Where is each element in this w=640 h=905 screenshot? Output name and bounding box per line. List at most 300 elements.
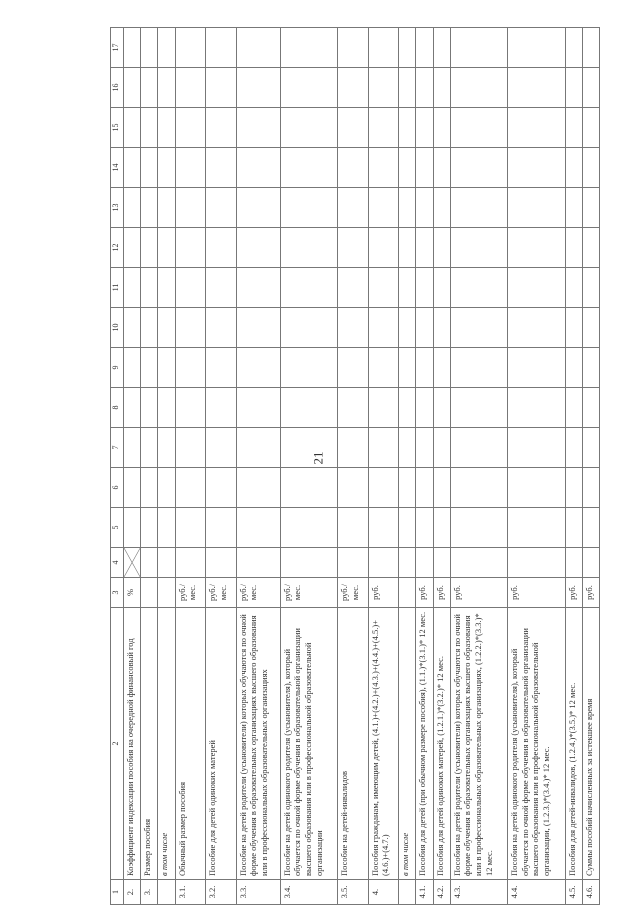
data-cell [582,108,599,148]
data-cell [416,388,433,428]
data-cell [399,308,416,348]
benefits-table [110,27,600,905]
data-cell [236,148,280,188]
data-cell [175,508,206,548]
row-unit: руб./ мес. [175,578,206,608]
data-cell [508,468,565,508]
data-cell [338,468,369,508]
data-cell [508,428,565,468]
data-cell [433,428,450,468]
data-cell [368,148,399,188]
table-row [175,28,206,905]
data-cell [124,308,141,348]
header-number-cell: 7 [111,428,124,468]
data-cell [399,188,416,228]
row-description: Пособия для детей (при обычном размере пособия), (1.1.)*(3.1.)* 12 мес. [416,608,433,880]
data-cell [175,388,206,428]
row-number: 4.1. [416,880,433,905]
row-description: Пособие на детей-инвалидов [338,608,369,880]
data-cell [416,28,433,68]
data-cell [338,308,369,348]
header-number-cell: 15 [111,108,124,148]
data-cell [338,148,369,188]
header-number-cell: 3 [111,578,124,608]
data-cell [158,148,175,188]
row-unit: руб./ мес. [236,578,280,608]
header-number-cell: 16 [111,68,124,108]
data-cell [175,468,206,508]
data-cell [368,268,399,308]
data-cell [399,108,416,148]
data-cell [158,428,175,468]
data-cell [416,68,433,108]
data-cell [508,268,565,308]
data-cell [236,428,280,468]
data-cell [368,388,399,428]
data-cell [582,428,599,468]
data-cell [338,388,369,428]
table-row [141,28,158,905]
row-number: 4. [368,880,399,905]
table-row [582,28,599,905]
data-cell [565,548,582,578]
data-cell [280,428,337,468]
table-row [124,28,141,905]
data-cell [450,468,507,508]
data-cell [450,308,507,348]
data-cell [450,188,507,228]
data-cell [280,188,337,228]
data-cell [582,308,599,348]
data-cell [368,188,399,228]
row-description: Пособия на детей одинокого родителя (усыновителя), который обучается по очной форме обучения в образовательной организации высшего образования или в профессиональной образовательной организации, (1.2.3.)*(3.4.)* 12 мес. [508,608,565,880]
data-cell [433,508,450,548]
row-unit: % [124,578,141,608]
data-cell [368,468,399,508]
data-cell [175,348,206,388]
data-cell [158,468,175,508]
table-row [508,28,565,905]
data-cell [124,508,141,548]
data-cell [582,508,599,548]
data-cell [508,388,565,428]
row-number: 4.5. [565,880,582,905]
data-cell [175,308,206,348]
table-row [433,28,450,905]
data-cell [124,188,141,228]
data-cell [416,308,433,348]
data-cell [565,68,582,108]
data-cell [450,508,507,548]
data-cell [508,68,565,108]
crossed-out-cell [124,548,141,578]
data-cell [206,508,237,548]
data-cell [565,28,582,68]
data-cell [124,388,141,428]
data-cell [399,68,416,108]
data-cell [508,228,565,268]
data-cell [450,548,507,578]
header-number-cell: 17 [111,28,124,68]
data-cell [433,28,450,68]
data-cell [158,188,175,228]
data-cell [280,68,337,108]
table-row [338,28,369,905]
data-cell [416,468,433,508]
data-cell [236,268,280,308]
row-unit: руб./ мес. [338,578,369,608]
data-cell [141,68,158,108]
data-cell [124,68,141,108]
row-unit [141,578,158,608]
row-description: Пособие для детей одиноких матерей [206,608,237,880]
data-cell [175,548,206,578]
data-cell [206,108,237,148]
data-cell [141,548,158,578]
data-cell [433,468,450,508]
data-cell [175,228,206,268]
data-cell [416,508,433,548]
header-number-row [111,28,124,905]
data-cell [158,308,175,348]
data-cell [399,428,416,468]
data-cell [124,428,141,468]
header-number-cell: 13 [111,188,124,228]
data-cell [433,148,450,188]
header-number-cell: 14 [111,148,124,188]
row-description: Обычный размер пособия [175,608,206,880]
data-cell [236,308,280,348]
data-cell [338,28,369,68]
data-cell [175,188,206,228]
data-cell [416,548,433,578]
data-cell [280,28,337,68]
data-cell [338,348,369,388]
data-cell [141,348,158,388]
row-number: 3.4. [280,880,337,905]
data-cell [433,108,450,148]
data-cell [399,268,416,308]
data-cell [433,188,450,228]
row-unit [158,578,175,608]
data-cell [450,388,507,428]
data-cell [565,348,582,388]
data-cell [141,108,158,148]
row-number: 3. [141,880,158,905]
row-unit: руб. [508,578,565,608]
row-description: в том числе [158,608,175,880]
table-row [280,28,337,905]
table-row [450,28,507,905]
data-cell [236,388,280,428]
data-cell [280,308,337,348]
row-description: Пособия для детей одиноких матерей, (1.2.1.)*(3.2.)* 12 мес. [433,608,450,880]
data-cell [450,428,507,468]
table-row [399,28,416,905]
row-description: Размер пособия [141,608,158,880]
data-cell [582,388,599,428]
data-cell [280,468,337,508]
row-unit: руб. [582,578,599,608]
data-cell [236,108,280,148]
header-number-cell: 9 [111,348,124,388]
data-cell [206,388,237,428]
data-cell [338,268,369,308]
header-number-cell: 8 [111,388,124,428]
data-cell [433,548,450,578]
data-cell [399,348,416,388]
data-cell [399,548,416,578]
data-cell [582,228,599,268]
data-cell [141,268,158,308]
data-cell [124,268,141,308]
data-cell [450,268,507,308]
data-cell [399,28,416,68]
row-unit: руб. [433,578,450,608]
row-unit: руб. [416,578,433,608]
data-cell [175,28,206,68]
data-cell [416,348,433,388]
data-cell [582,268,599,308]
data-cell [124,28,141,68]
table-row [565,28,582,905]
data-cell [450,68,507,108]
row-description: в том числе [399,608,416,880]
data-cell [565,148,582,188]
rotated-table-container [110,30,600,905]
data-cell [124,108,141,148]
data-cell [236,28,280,68]
data-cell [399,148,416,188]
header-number-cell: 11 [111,268,124,308]
data-cell [582,548,599,578]
data-cell [236,508,280,548]
data-cell [280,148,337,188]
data-cell [206,428,237,468]
data-cell [508,308,565,348]
data-cell [338,108,369,148]
data-cell [399,468,416,508]
data-cell [175,268,206,308]
data-cell [565,468,582,508]
row-unit: руб./ мес. [280,578,337,608]
data-cell [236,68,280,108]
row-unit: руб. [368,578,399,608]
row-unit: руб. [565,578,582,608]
data-cell [399,228,416,268]
row-number: 3.5. [338,880,369,905]
row-number: 3.3. [236,880,280,905]
data-cell [175,108,206,148]
row-description: Коэффициент индексации пособия на очередной финансовый год [124,608,141,880]
data-cell [450,148,507,188]
row-unit: руб. [450,578,507,608]
data-cell [158,348,175,388]
data-cell [565,268,582,308]
data-cell [141,188,158,228]
data-cell [368,548,399,578]
data-cell [206,348,237,388]
data-cell [124,468,141,508]
data-cell [582,28,599,68]
data-cell [416,228,433,268]
data-cell [158,508,175,548]
data-cell [368,108,399,148]
data-cell [236,188,280,228]
data-cell [450,108,507,148]
data-cell [206,548,237,578]
data-cell [141,508,158,548]
table-row [236,28,280,905]
data-cell [141,28,158,68]
data-cell [582,348,599,388]
data-cell [124,228,141,268]
data-cell [236,228,280,268]
data-cell [175,68,206,108]
data-cell [206,68,237,108]
data-cell [338,68,369,108]
row-number: 3.1. [175,880,206,905]
data-cell [124,148,141,188]
data-cell [158,548,175,578]
data-cell [433,68,450,108]
data-cell [206,468,237,508]
header-number-cell: 12 [111,228,124,268]
data-cell [450,348,507,388]
row-number [158,880,175,905]
row-number: 4.2. [433,880,450,905]
data-cell [280,268,337,308]
page-number: 21 [310,451,326,465]
row-description: Пособия на детей родители (усыновители) которых обучаются по очной форме обучения в образовательных организациях высшего образования или в профессиональных образовательных организациях, (1.2.2.)*(3.3.)* 12 мес. [450,608,507,880]
data-cell [280,348,337,388]
data-cell [206,228,237,268]
data-cell [206,188,237,228]
data-cell [399,508,416,548]
header-number-cell: 6 [111,468,124,508]
data-cell [416,188,433,228]
data-cell [280,228,337,268]
data-cell [141,148,158,188]
row-description: Пособие на детей одинокого родителя (усыновителя), который обучается по очной форме обучения в образовательной организации высшего образования или в профессиональной образовательной организации [280,608,337,880]
row-number: 2. [124,880,141,905]
data-cell [565,308,582,348]
data-cell [508,28,565,68]
data-cell [368,308,399,348]
data-cell [368,68,399,108]
data-cell [508,548,565,578]
data-cell [338,228,369,268]
data-cell [158,228,175,268]
data-cell [565,388,582,428]
data-cell [280,388,337,428]
header-number-cell: 5 [111,508,124,548]
header-number-cell: 4 [111,548,124,578]
row-number: 3.2. [206,880,237,905]
data-cell [338,428,369,468]
data-cell [236,548,280,578]
data-cell [368,428,399,468]
data-cell [141,388,158,428]
data-cell [368,28,399,68]
table-row [158,28,175,905]
data-cell [141,228,158,268]
data-cell [565,228,582,268]
row-unit: руб./ мес. [206,578,237,608]
data-cell [280,108,337,148]
data-cell [508,188,565,228]
data-cell [508,508,565,548]
data-cell [158,268,175,308]
data-cell [175,428,206,468]
data-cell [368,228,399,268]
data-cell [338,508,369,548]
data-cell [338,548,369,578]
data-cell [124,348,141,388]
header-number-cell: 10 [111,308,124,348]
data-cell [582,148,599,188]
data-cell [450,28,507,68]
data-cell [399,388,416,428]
data-cell [206,28,237,68]
table-body [111,28,600,905]
data-cell [565,428,582,468]
data-cell [416,428,433,468]
data-cell [338,188,369,228]
header-number-cell: 1 [111,880,124,905]
data-cell [508,148,565,188]
data-cell [433,348,450,388]
data-cell [141,428,158,468]
data-cell [450,228,507,268]
data-cell [416,268,433,308]
data-cell [158,388,175,428]
data-cell [582,68,599,108]
data-cell [236,468,280,508]
data-cell [433,228,450,268]
row-description: Суммы пособий начисленных за истекшее время [582,608,599,880]
row-description: Пособие на детей родители (усыновители) которых обучаются по очной форме обучения в образовательных организациях высшего образования или в профессиональных образовательных организациях [236,608,280,880]
row-description: Пособия для детей-инвалидов, (1.2.4.)*(3.5.)* 12 мес. [565,608,582,880]
data-cell [141,308,158,348]
data-cell [416,108,433,148]
data-cell [206,308,237,348]
data-cell [582,188,599,228]
data-cell [141,468,158,508]
data-cell [280,548,337,578]
data-cell [433,268,450,308]
data-cell [368,348,399,388]
row-number: 4.4. [508,880,565,905]
header-number-cell: 2 [111,608,124,880]
data-cell [206,268,237,308]
data-cell [280,508,337,548]
data-cell [582,468,599,508]
data-cell [158,108,175,148]
table-row [368,28,399,905]
table-row [416,28,433,905]
data-cell [175,148,206,188]
data-cell [565,188,582,228]
row-description: Пособия гражданам, имеющим детей, (4.1.)+(4.2.)+(4.3.)+(4.4.)+(4.5.)+(4.6.)+(4.7.) [368,608,399,880]
data-cell [416,148,433,188]
data-cell [508,108,565,148]
row-number: 4.6. [582,880,599,905]
table-row [206,28,237,905]
data-cell [158,68,175,108]
row-unit [399,578,416,608]
data-cell [158,28,175,68]
